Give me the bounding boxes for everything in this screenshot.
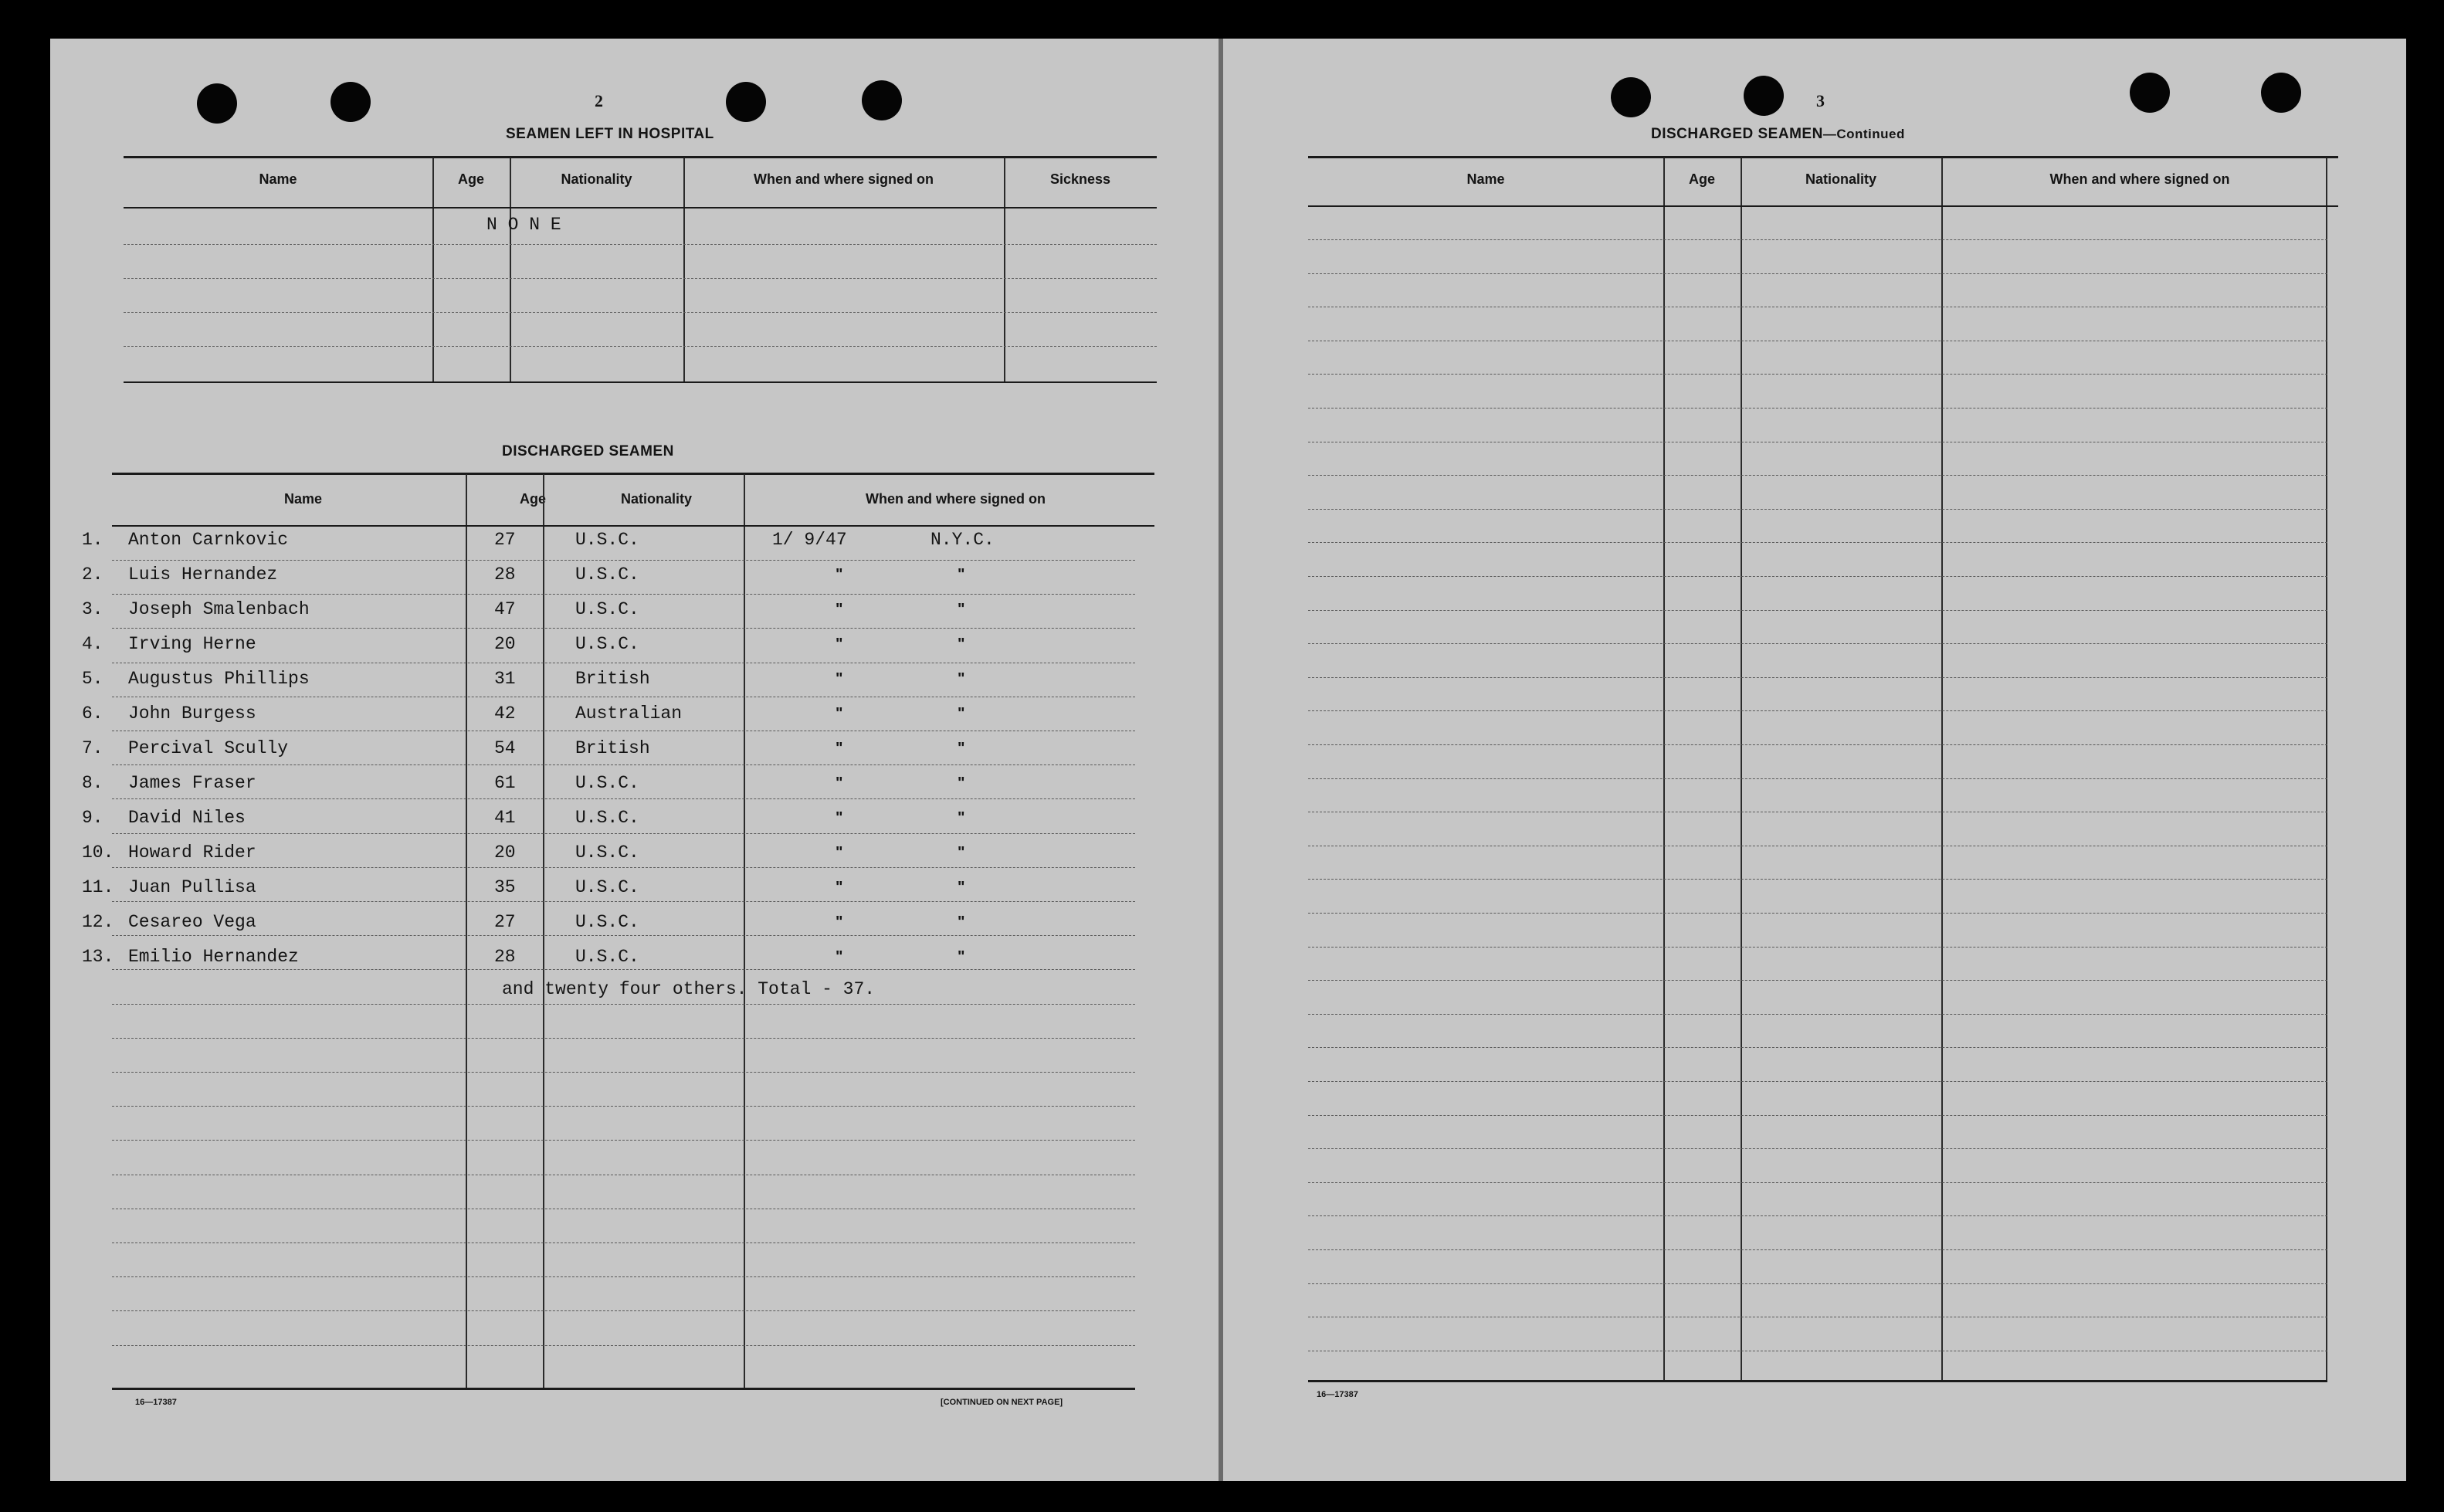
row-number: 1. xyxy=(82,530,103,550)
left-page xyxy=(50,39,1219,1481)
signed-on-place: " xyxy=(958,705,965,722)
hospital-col-divider xyxy=(510,158,511,381)
row-number: 6. xyxy=(82,703,103,724)
signed-on-place: " xyxy=(958,914,965,931)
signed-on-place: " xyxy=(958,948,965,965)
discharged-row-rule xyxy=(112,1345,1135,1346)
seaman-nationality: U.S.C. xyxy=(575,564,639,585)
continued-row-rule xyxy=(1308,273,2327,274)
punch-hole xyxy=(197,83,237,124)
discharged-col-divider xyxy=(466,474,467,1390)
row-number: 4. xyxy=(82,634,103,654)
discharged-row-rule xyxy=(112,1310,1135,1311)
continued-row-rule xyxy=(1308,1249,2327,1250)
seaman-name: Augustus Phillips xyxy=(128,669,310,689)
signed-on-place: " xyxy=(958,740,965,757)
discharged-col-divider xyxy=(744,474,745,1390)
signed-on-place: " xyxy=(958,775,965,792)
continued-top-rule xyxy=(1308,156,2338,158)
punch-hole xyxy=(1611,77,1651,117)
discharged-row-rule xyxy=(112,901,1135,902)
continued-row-rule xyxy=(1308,710,2327,711)
seaman-name: Cesareo Vega xyxy=(128,912,256,932)
continued-section-title xyxy=(1651,126,1905,143)
hospital-bottom-rule xyxy=(124,381,1157,383)
discharged-bottom-rule xyxy=(112,1388,1135,1390)
discharged-summary: and twenty four others. Total - 37. xyxy=(502,979,876,999)
signed-on-place: " xyxy=(958,844,965,861)
seaman-name: John Burgess xyxy=(128,703,256,724)
signed-on-date: " xyxy=(836,670,843,687)
seaman-name: James Fraser xyxy=(128,773,256,793)
hospital-none-entry: N O N E xyxy=(486,215,561,235)
discharged-row-rule xyxy=(112,1038,1135,1039)
hospital-col-nationality: Nationality xyxy=(561,171,632,187)
discharged-row-rule xyxy=(112,1106,1135,1107)
hospital-col-sickness: Sickness xyxy=(1049,171,1111,187)
continued-row-rule xyxy=(1308,576,2327,577)
discharged-row-rule xyxy=(112,1140,1135,1141)
signed-on-date: " xyxy=(836,601,843,618)
continued-row-rule xyxy=(1308,239,2327,240)
seaman-nationality: British xyxy=(575,738,650,758)
seaman-age: 47 xyxy=(494,599,516,619)
continued-row-rule xyxy=(1308,913,2327,914)
discharged-col-nationality: Nationality xyxy=(620,491,692,507)
seaman-nationality: British xyxy=(575,669,650,689)
continued-header-rule xyxy=(1308,205,2338,207)
continued-col-name: Name xyxy=(1466,171,1505,187)
discharged-col-divider xyxy=(543,474,544,1390)
discharged-row-rule xyxy=(112,1072,1135,1073)
signed-on-date: " xyxy=(836,740,843,757)
row-number: 8. xyxy=(82,773,103,793)
punch-hole xyxy=(330,82,371,122)
seaman-name: Irving Herne xyxy=(128,634,256,654)
continued-col-nationality: Nationality xyxy=(1805,171,1876,187)
signed-on-date: " xyxy=(836,566,843,583)
continued-bottom-rule xyxy=(1308,1380,2327,1382)
signed-on-date: " xyxy=(836,809,843,826)
seaman-nationality: U.S.C. xyxy=(575,599,639,619)
signed-on-date: " xyxy=(836,775,843,792)
continued-row-rule xyxy=(1308,475,2327,476)
seaman-age: 20 xyxy=(494,634,516,654)
seaman-nationality: Australian xyxy=(575,703,683,724)
discharged-row-rule xyxy=(112,764,1135,765)
signed-on-date: 1/ 9/47 xyxy=(772,530,847,550)
signed-on-date: " xyxy=(836,914,843,931)
seaman-name: Anton Carnkovic xyxy=(128,530,289,550)
continued-row-rule xyxy=(1308,1283,2327,1284)
hospital-col-signed-on: When and where signed on xyxy=(753,171,934,187)
continued-row-rule xyxy=(1308,677,2327,678)
punch-hole xyxy=(862,80,902,120)
right-page xyxy=(1223,39,2406,1481)
seaman-age: 41 xyxy=(494,808,516,828)
seaman-name: Juan Pullisa xyxy=(128,877,256,897)
signed-on-date: " xyxy=(836,844,843,861)
hospital-row-rule xyxy=(124,346,1157,347)
continued-row-rule xyxy=(1308,1115,2327,1116)
continued-row-rule xyxy=(1308,980,2327,981)
hospital-row-rule xyxy=(124,312,1157,313)
row-number: 10. xyxy=(82,842,114,863)
continued-row-rule xyxy=(1308,542,2327,543)
page-number-left: 2 xyxy=(595,91,603,110)
row-number: 5. xyxy=(82,669,103,689)
discharged-col-signed-on: When and where signed on xyxy=(865,491,1046,507)
seaman-age: 20 xyxy=(494,842,516,863)
signed-on-place: " xyxy=(958,636,965,653)
continued-row-rule xyxy=(1308,879,2327,880)
hospital-section-title: SEAMEN LEFT IN HOSPITAL xyxy=(506,126,714,142)
continued-row-rule xyxy=(1308,610,2327,611)
punch-hole xyxy=(2261,73,2301,113)
discharged-row-rule xyxy=(112,969,1135,970)
seaman-nationality: U.S.C. xyxy=(575,877,639,897)
continued-row-rule xyxy=(1308,643,2327,644)
continued-row-rule xyxy=(1308,1148,2327,1149)
seaman-age: 61 xyxy=(494,773,516,793)
continued-row-rule xyxy=(1308,947,2327,948)
continued-row-rule xyxy=(1308,1081,2327,1082)
seaman-age: 54 xyxy=(494,738,516,758)
punch-hole xyxy=(2130,73,2170,113)
seaman-name: Joseph Smalenbach xyxy=(128,599,310,619)
seaman-age: 27 xyxy=(494,530,516,550)
page-number-right: 3 xyxy=(1816,91,1825,110)
discharged-row-rule xyxy=(112,1276,1135,1277)
discharged-row-rule xyxy=(112,867,1135,868)
discharged-section-title: DISCHARGED SEAMEN xyxy=(502,443,674,459)
discharged-row-rule xyxy=(112,560,1135,561)
discharged-row-rule xyxy=(112,935,1135,936)
continued-note: [CONTINUED ON NEXT PAGE] xyxy=(941,1398,1063,1407)
continued-title-suffix: —Continued xyxy=(1822,127,1905,141)
hospital-col-divider xyxy=(1004,158,1005,381)
hospital-top-rule xyxy=(124,156,1157,158)
continued-col-signed-on: When and where signed on xyxy=(2049,171,2230,187)
seaman-age: 42 xyxy=(494,703,516,724)
discharged-row-rule xyxy=(112,1004,1135,1005)
continued-row-rule xyxy=(1308,1215,2327,1216)
hospital-col-divider xyxy=(683,158,685,381)
seaman-name: Emilio Hernandez xyxy=(128,947,299,967)
row-number: 11. xyxy=(82,877,114,897)
discharged-row-rule xyxy=(112,594,1135,595)
seaman-age: 27 xyxy=(494,912,516,932)
discharged-row-rule xyxy=(112,628,1135,629)
discharged-row-rule xyxy=(112,833,1135,834)
continued-row-rule xyxy=(1308,509,2327,510)
continued-row-rule xyxy=(1308,1047,2327,1048)
continued-col-age: Age xyxy=(1688,171,1715,187)
discharged-row-rule xyxy=(112,1242,1135,1243)
discharged-row-rule xyxy=(112,798,1135,799)
seaman-name: Percival Scully xyxy=(128,738,289,758)
continued-row-rule xyxy=(1308,374,2327,375)
hospital-row-rule xyxy=(124,278,1157,279)
continued-title-main: DISCHARGED SEAMEN xyxy=(1651,126,1823,142)
seaman-nationality: U.S.C. xyxy=(575,773,639,793)
seaman-age: 28 xyxy=(494,564,516,585)
continued-row-rule xyxy=(1308,1182,2327,1183)
form-code-right: 16—17387 xyxy=(1317,1390,1358,1399)
seaman-nationality: U.S.C. xyxy=(575,530,639,550)
punch-hole xyxy=(1744,76,1784,116)
punch-hole xyxy=(726,82,766,122)
row-number: 13. xyxy=(82,947,114,967)
row-number: 3. xyxy=(82,599,103,619)
seaman-nationality: U.S.C. xyxy=(575,912,639,932)
signed-on-place: " xyxy=(958,566,965,583)
hospital-row-rule xyxy=(124,244,1157,245)
continued-row-rule xyxy=(1308,778,2327,779)
signed-on-place: " xyxy=(958,879,965,896)
row-number: 12. xyxy=(82,912,114,932)
discharged-col-age: Age xyxy=(519,491,546,507)
signed-on-date: " xyxy=(836,705,843,722)
discharged-col-name: Name xyxy=(283,491,323,507)
seaman-name: David Niles xyxy=(128,808,246,828)
seaman-age: 35 xyxy=(494,877,516,897)
seaman-age: 31 xyxy=(494,669,516,689)
seaman-name: Luis Hernandez xyxy=(128,564,278,585)
discharged-header-rule xyxy=(112,525,1154,527)
signed-on-place: " xyxy=(958,601,965,618)
row-number: 7. xyxy=(82,738,103,758)
signed-on-date: " xyxy=(836,636,843,653)
signed-on-place: " xyxy=(958,809,965,826)
hospital-col-age: Age xyxy=(457,171,484,187)
hospital-header-rule xyxy=(124,207,1157,208)
signed-on-place: N.Y.C. xyxy=(930,530,995,550)
row-number: 2. xyxy=(82,564,103,585)
discharged-top-rule xyxy=(112,473,1154,475)
continued-row-rule xyxy=(1308,744,2327,745)
seaman-nationality: U.S.C. xyxy=(575,947,639,967)
signed-on-date: " xyxy=(836,879,843,896)
signed-on-date: " xyxy=(836,948,843,965)
continued-row-rule xyxy=(1308,1014,2327,1015)
form-code-left: 16—17387 xyxy=(135,1398,177,1407)
hospital-col-divider xyxy=(432,158,434,381)
seaman-nationality: U.S.C. xyxy=(575,634,639,654)
signed-on-place: " xyxy=(958,670,965,687)
seaman-nationality: U.S.C. xyxy=(575,808,639,828)
hospital-col-name: Name xyxy=(259,171,297,187)
seaman-nationality: U.S.C. xyxy=(575,842,639,863)
continued-row-rule xyxy=(1308,408,2327,409)
row-number: 9. xyxy=(82,808,103,828)
seaman-name: Howard Rider xyxy=(128,842,256,863)
seaman-age: 28 xyxy=(494,947,516,967)
